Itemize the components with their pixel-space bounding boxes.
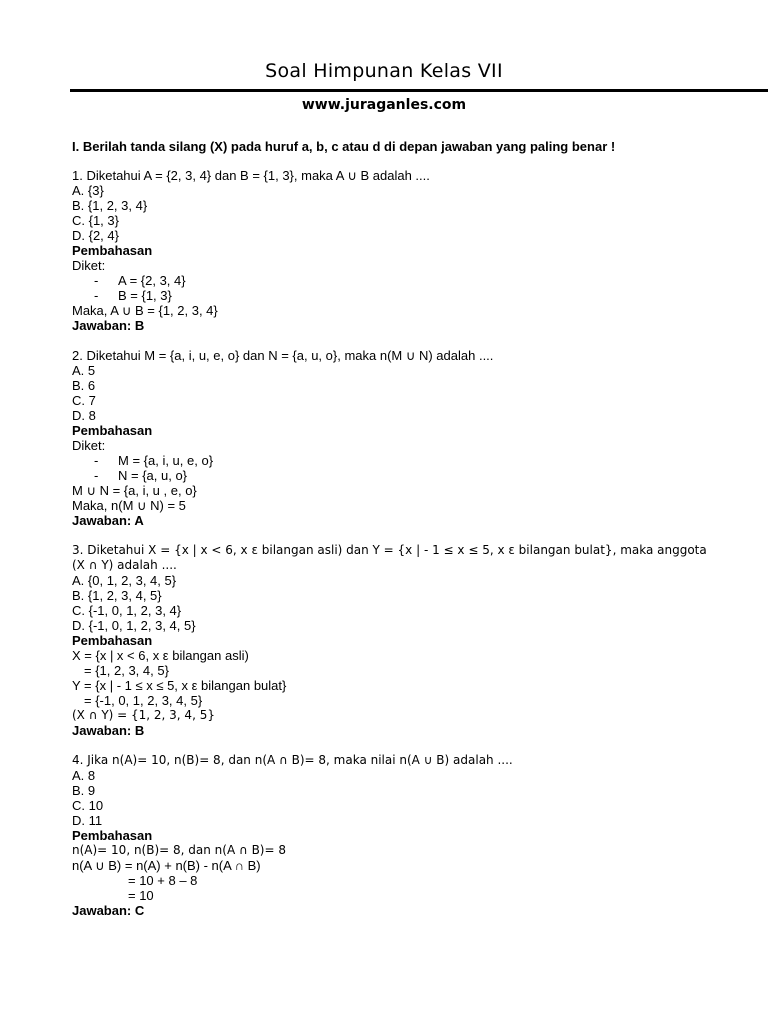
solution-step: (X ∩ Y) = {1, 2, 3, 4, 5} bbox=[72, 708, 215, 722]
question-text: 4. Jika n(A)= 10, n(B)= 8, dan n(A ∩ B)= 8, maka nilai n(A ∪ B) adalah .... bbox=[72, 753, 513, 767]
solution-step: = {1, 2, 3, 4, 5} bbox=[84, 663, 169, 678]
option-d: D. {2, 4} bbox=[72, 228, 119, 243]
website-url: www.juraganles.com bbox=[301, 97, 467, 113]
solution-step: = {-1, 0, 1, 2, 3, 4, 5} bbox=[84, 693, 203, 708]
diket-label: Diket: bbox=[72, 258, 106, 273]
document-body bbox=[72, 139, 752, 933]
answer-line: Jawaban: A bbox=[72, 513, 144, 528]
pembahasan-heading: Pembahasan bbox=[72, 633, 153, 648]
option-d: D. 11 bbox=[72, 813, 103, 828]
question-text: 2. Diketahui M = {a, i, u, e, o} dan N = {a, u, o}, maka n(M ∪ N) adalah .... bbox=[72, 348, 494, 363]
diket-item: - A = {2, 3, 4} bbox=[94, 273, 186, 288]
option-d: D. {-1, 0, 1, 2, 3, 4, 5} bbox=[72, 618, 196, 633]
solution-step: = 10 bbox=[128, 888, 154, 903]
diket-item: - N = {a, u, o} bbox=[94, 468, 188, 483]
solution-step: = 10 + 8 – 8 bbox=[128, 873, 198, 888]
solution-step: M ∪ N = {a, i, u , e, o} bbox=[72, 483, 197, 498]
option-a: A. {3} bbox=[72, 183, 104, 198]
option-b: B. 6 bbox=[72, 378, 96, 393]
answer-line: Jawaban: C bbox=[72, 903, 145, 918]
option-c: C. 7 bbox=[72, 393, 96, 408]
option-c: C. {1, 3} bbox=[72, 213, 119, 228]
diket-item: - M = {a, i, u, e, o} bbox=[94, 453, 214, 468]
pembahasan-heading: Pembahasan bbox=[72, 423, 153, 438]
solution-step: X = {x | x < 6, x ε bilangan asli) bbox=[72, 648, 249, 663]
question-text: 1. Diketahui A = {2, 3, 4} dan B = {1, 3}, maka A ∪ B adalah .... bbox=[72, 168, 430, 183]
page-title: Soal Himpunan Kelas VII bbox=[265, 60, 503, 82]
diket-label: Diket: bbox=[72, 438, 106, 453]
option-c: C. 10 bbox=[72, 798, 104, 813]
title-underline bbox=[70, 89, 768, 92]
option-b: B. 9 bbox=[72, 783, 96, 798]
answer-line: Jawaban: B bbox=[72, 318, 145, 333]
question-1 bbox=[72, 168, 752, 333]
diket-item: - B = {1, 3} bbox=[94, 288, 172, 303]
instruction-text: I. Berilah tanda silang (X) pada huruf a, b, c atau d di depan jawaban yang paling benar ! bbox=[72, 139, 616, 154]
option-a: A. 5 bbox=[72, 363, 96, 378]
option-b: B. {1, 2, 3, 4} bbox=[72, 198, 148, 213]
solution-step: Maka, n(M ∪ N) = 5 bbox=[72, 498, 186, 513]
pembahasan-heading: Pembahasan bbox=[72, 828, 153, 843]
solution-step: n(A ∪ B) = n(A) + n(B) - n(A ∩ B) bbox=[72, 858, 261, 873]
question-2 bbox=[72, 348, 752, 528]
option-d: D. 8 bbox=[72, 408, 96, 423]
option-b: B. {1, 2, 3, 4, 5} bbox=[72, 588, 162, 603]
solution-step: n(A)= 10, n(B)= 8, dan n(A ∩ B)= 8 bbox=[72, 843, 286, 857]
answer-line: Jawaban: B bbox=[72, 723, 145, 738]
pembahasan-heading: Pembahasan bbox=[72, 243, 153, 258]
question-4 bbox=[72, 753, 752, 918]
question-text-continued: (X ∩ Y) adalah .... bbox=[72, 558, 177, 572]
option-c: C. {-1, 0, 1, 2, 3, 4} bbox=[72, 603, 182, 618]
question-text: 3. Diketahui X = {x | x < 6, x ε bilangan asli) dan Y = {x | - 1 ≤ x ≤ 5, x ε bilangan bulat}, maka anggota bbox=[72, 543, 707, 557]
question-3 bbox=[72, 543, 752, 738]
option-a: A. {0, 1, 2, 3, 4, 5} bbox=[72, 573, 177, 588]
option-a: A. 8 bbox=[72, 768, 96, 783]
solution-step: Maka, A ∪ B = {1, 2, 3, 4} bbox=[72, 303, 218, 318]
solution-step: Y = {x | - 1 ≤ x ≤ 5, x ε bilangan bulat} bbox=[72, 678, 287, 693]
